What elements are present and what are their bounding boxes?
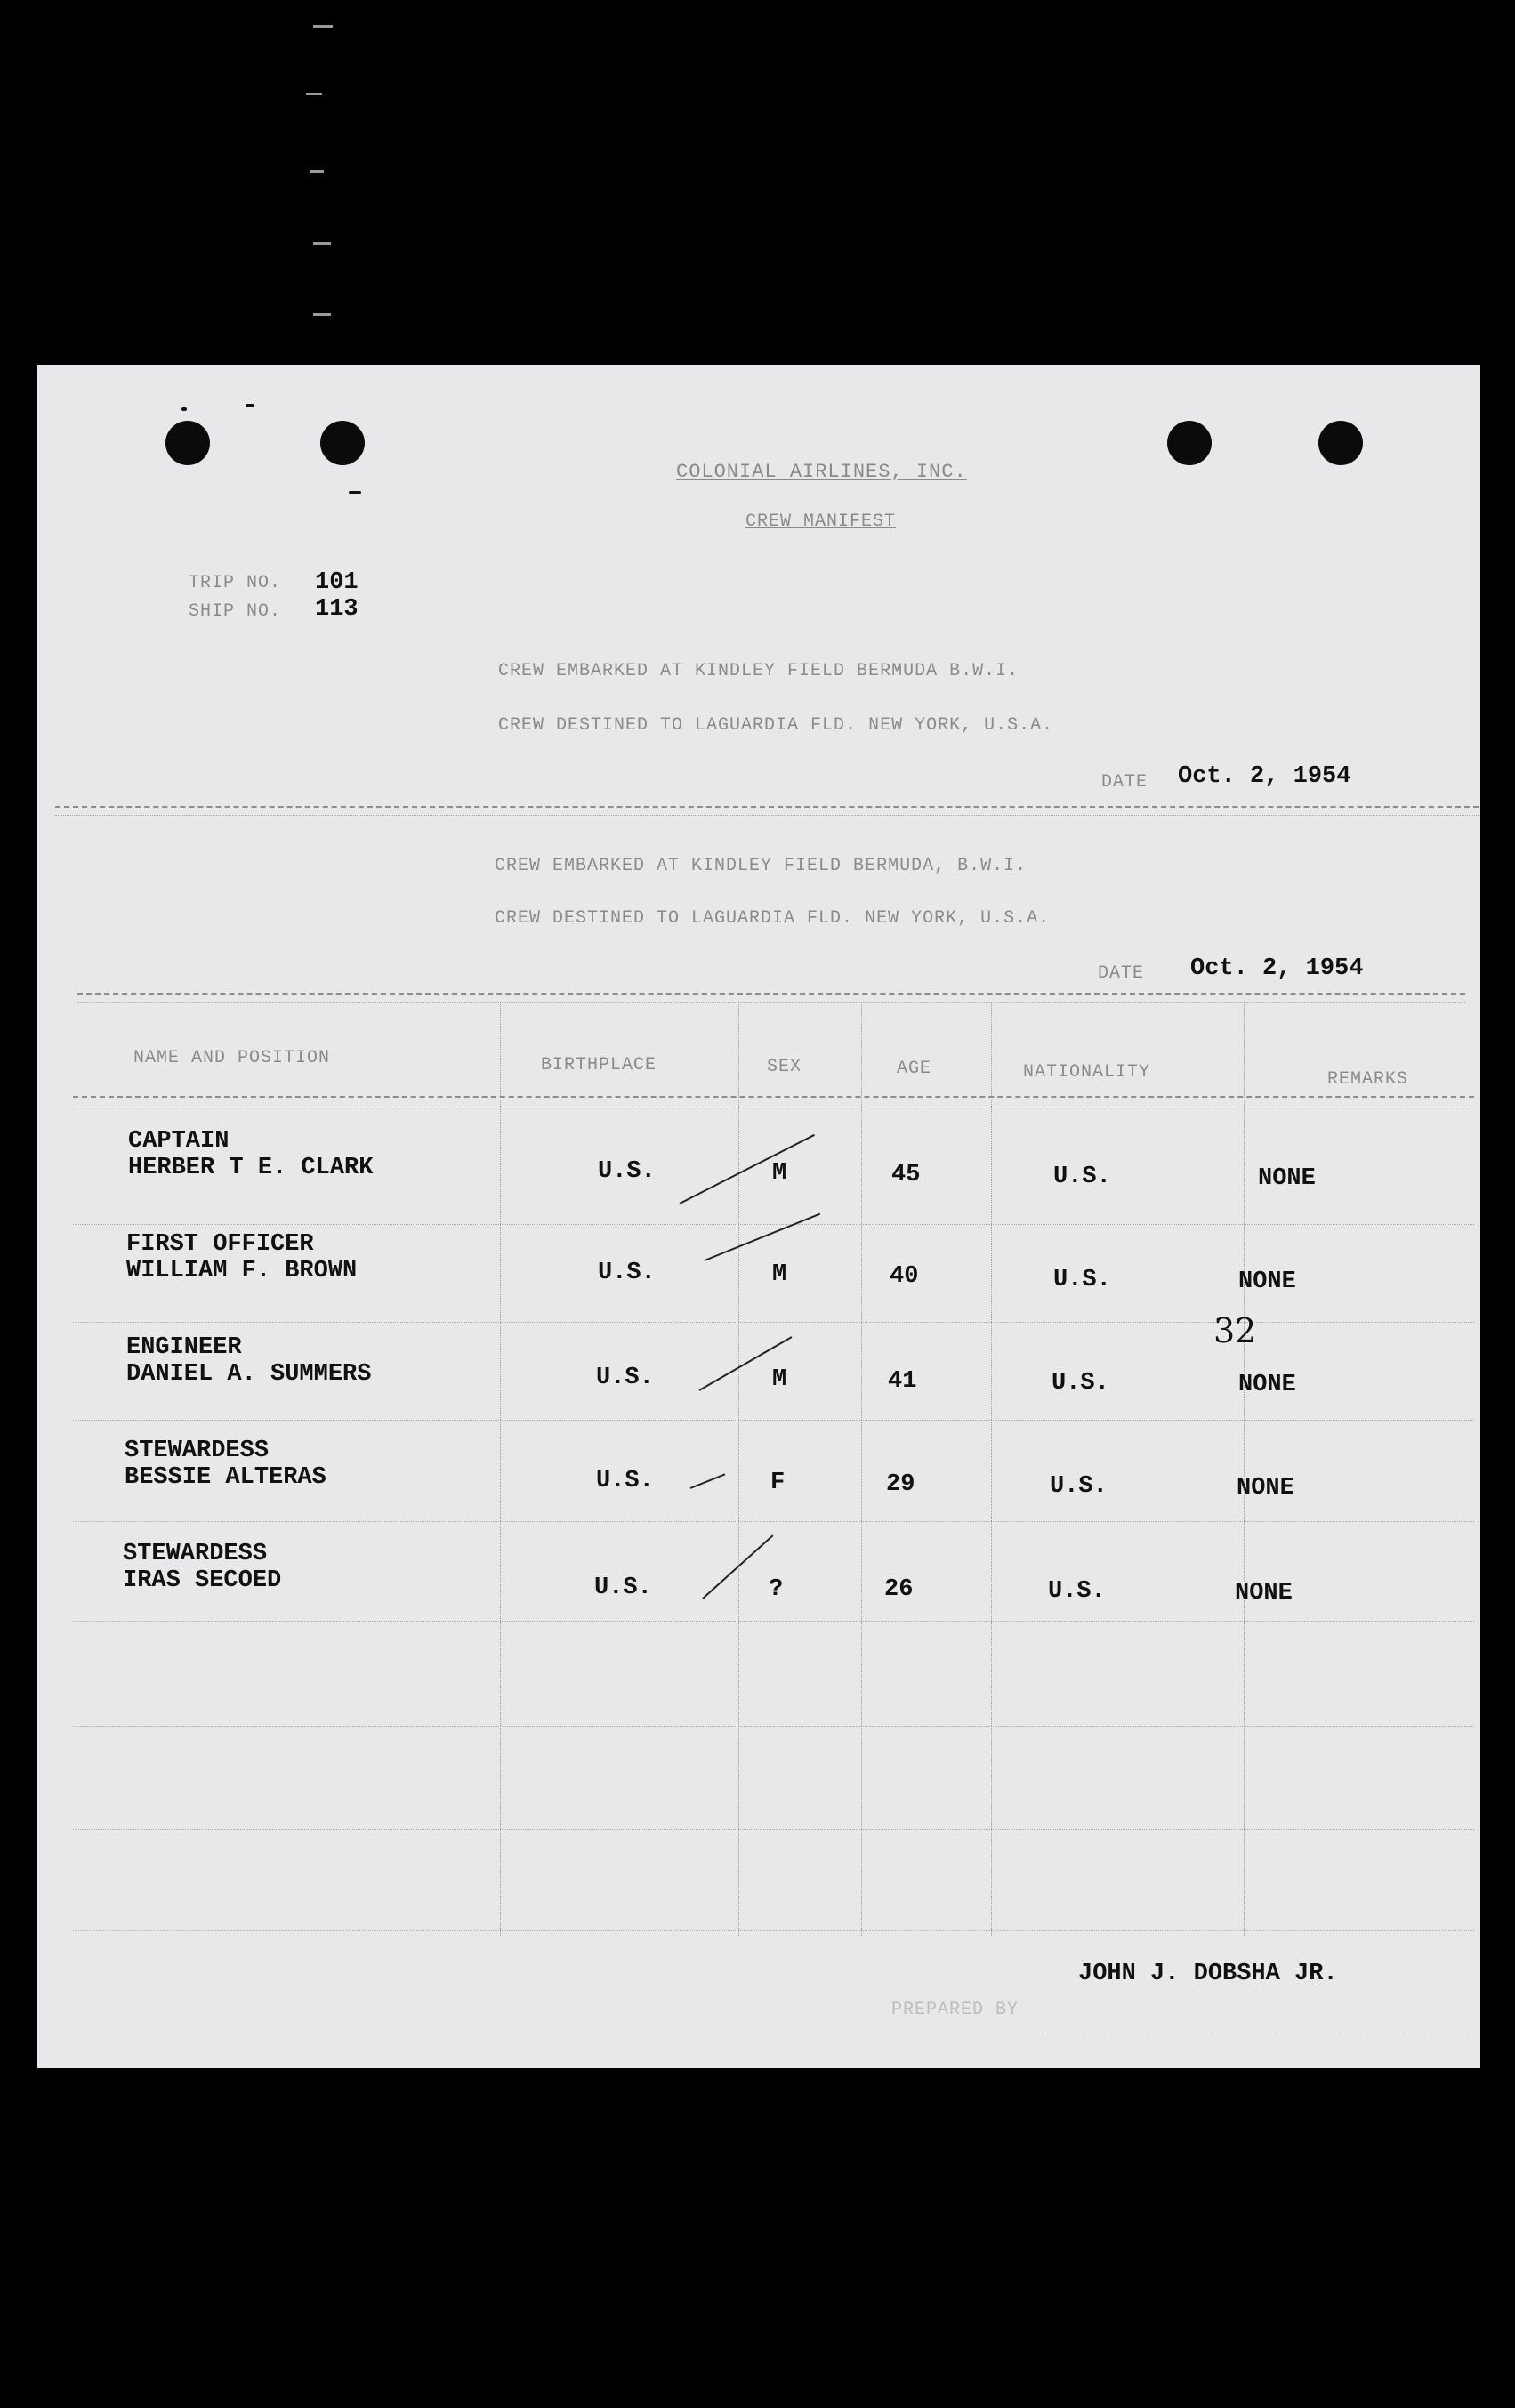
crew-birthplace: U.S. [598, 1158, 656, 1185]
crew-manifest-page [37, 365, 1480, 2068]
crew-embarked-line: CREW EMBARKED AT KINDLEY FIELD BERMUDA, B.W.I. [495, 856, 1027, 876]
pen-check-mark [690, 1473, 726, 1489]
crew-sex: M [772, 1160, 787, 1187]
crew-nationality: U.S. [1053, 1164, 1111, 1190]
row-divider [73, 1224, 1474, 1225]
scan-edge-mark [313, 242, 331, 245]
punch-hole [1167, 421, 1212, 465]
pen-check-mark [705, 1213, 821, 1261]
scan-edge-mark [313, 313, 331, 316]
speck [246, 404, 254, 407]
crew-position: CAPTAIN [128, 1128, 230, 1155]
crew-name: DANIEL A. SUMMERS [126, 1361, 372, 1388]
crew-sex: F [770, 1470, 786, 1496]
crew-age: 40 [890, 1263, 919, 1290]
prepared-by-name: JOHN J. DOBSHA JR. [1078, 1961, 1338, 1987]
crew-nationality: U.S. [1052, 1370, 1109, 1397]
column-divider [738, 1002, 739, 1936]
crew-age: 26 [884, 1576, 914, 1603]
punch-hole [320, 421, 365, 465]
row-divider [73, 1621, 1474, 1622]
table-top-rule [77, 993, 1465, 995]
crew-remarks: NONE [1237, 1475, 1294, 1502]
table-header-rule [73, 1096, 1474, 1098]
crew-sex: ? [769, 1576, 784, 1603]
crew-position: STEWARDESS [123, 1541, 268, 1567]
crew-nationality: U.S. [1053, 1267, 1111, 1293]
column-header-remarks: REMARKS [1327, 1069, 1409, 1090]
column-header-nationality: NATIONALITY [1023, 1062, 1151, 1083]
manifest-date: Oct. 2, 1954 [1190, 955, 1364, 982]
column-header-sex: SEX [767, 1057, 802, 1077]
company-name: COLONIAL AIRLINES, INC. [676, 461, 967, 483]
crew-embarked-line: CREW EMBARKED AT KINDLEY FIELD BERMUDA B.W.I. [498, 661, 1019, 681]
column-header-birthplace: BIRTHPLACE [541, 1055, 657, 1075]
handwritten-page-number: 32 [1213, 1311, 1257, 1350]
crew-birthplace: U.S. [598, 1260, 656, 1286]
crew-age: 45 [891, 1162, 921, 1188]
scan-edge-mark [310, 170, 324, 173]
crew-position: STEWARDESS [125, 1438, 270, 1464]
crew-sex: M [772, 1261, 787, 1288]
row-divider [73, 1930, 1474, 1931]
crew-name: BESSIE ALTERAS [125, 1464, 326, 1491]
date-label: DATE [1101, 772, 1148, 793]
prepared-by-label: PREPARED BY [891, 2000, 1019, 2020]
crew-sex: M [772, 1366, 787, 1393]
speck [349, 491, 361, 494]
form-title: CREW MANIFEST [745, 511, 897, 532]
trip-no-label: TRIP NO. [189, 573, 282, 593]
table-rule [77, 1002, 1465, 1003]
punch-hole [165, 421, 210, 465]
row-divider [73, 1726, 1474, 1727]
ship-no-value: 113 [315, 596, 359, 623]
crew-nationality: U.S. [1050, 1473, 1108, 1500]
crew-age: 41 [888, 1368, 917, 1395]
row-divider [73, 1322, 1474, 1323]
crew-name: IRAS SECOED [123, 1567, 282, 1594]
column-divider [991, 1002, 992, 1936]
column-divider [1244, 1002, 1245, 1936]
crew-birthplace: U.S. [594, 1574, 652, 1601]
crew-destined-line: CREW DESTINED TO LAGUARDIA FLD. NEW YORK, U.S.A. [495, 908, 1051, 929]
crew-position: ENGINEER [126, 1334, 242, 1361]
date-label: DATE [1098, 963, 1145, 984]
divider [55, 815, 1479, 816]
crew-birthplace: U.S. [596, 1468, 654, 1494]
crew-remarks: NONE [1238, 1268, 1296, 1295]
row-divider [73, 1420, 1474, 1421]
crew-name: HERBER T E. CLARK [128, 1155, 374, 1181]
column-divider [500, 1002, 501, 1936]
punch-hole [1318, 421, 1363, 465]
manifest-date: Oct. 2, 1954 [1178, 763, 1351, 790]
speck [181, 407, 187, 411]
crew-birthplace: U.S. [596, 1365, 654, 1391]
crew-remarks: NONE [1258, 1165, 1316, 1192]
row-divider [73, 1829, 1474, 1830]
crew-name: WILLIAM F. BROWN [126, 1258, 358, 1285]
crew-nationality: U.S. [1048, 1578, 1106, 1605]
trip-no-value: 101 [315, 569, 359, 596]
scan-edge-mark [306, 93, 322, 95]
crew-age: 29 [886, 1471, 915, 1498]
crew-position: FIRST OFFICER [126, 1231, 314, 1258]
crew-remarks: NONE [1235, 1580, 1293, 1607]
row-divider [73, 1521, 1474, 1522]
pen-check-mark [680, 1134, 815, 1204]
divider [55, 806, 1479, 808]
ship-no-label: SHIP NO. [189, 601, 282, 622]
column-header-age: AGE [897, 1059, 932, 1079]
column-header-name-position: NAME AND POSITION [133, 1048, 331, 1068]
scan-edge-mark [313, 25, 333, 28]
crew-remarks: NONE [1238, 1372, 1296, 1398]
column-divider [861, 1002, 862, 1936]
crew-destined-line: CREW DESTINED TO LAGUARDIA FLD. NEW YORK, U.S.A. [498, 715, 1054, 736]
